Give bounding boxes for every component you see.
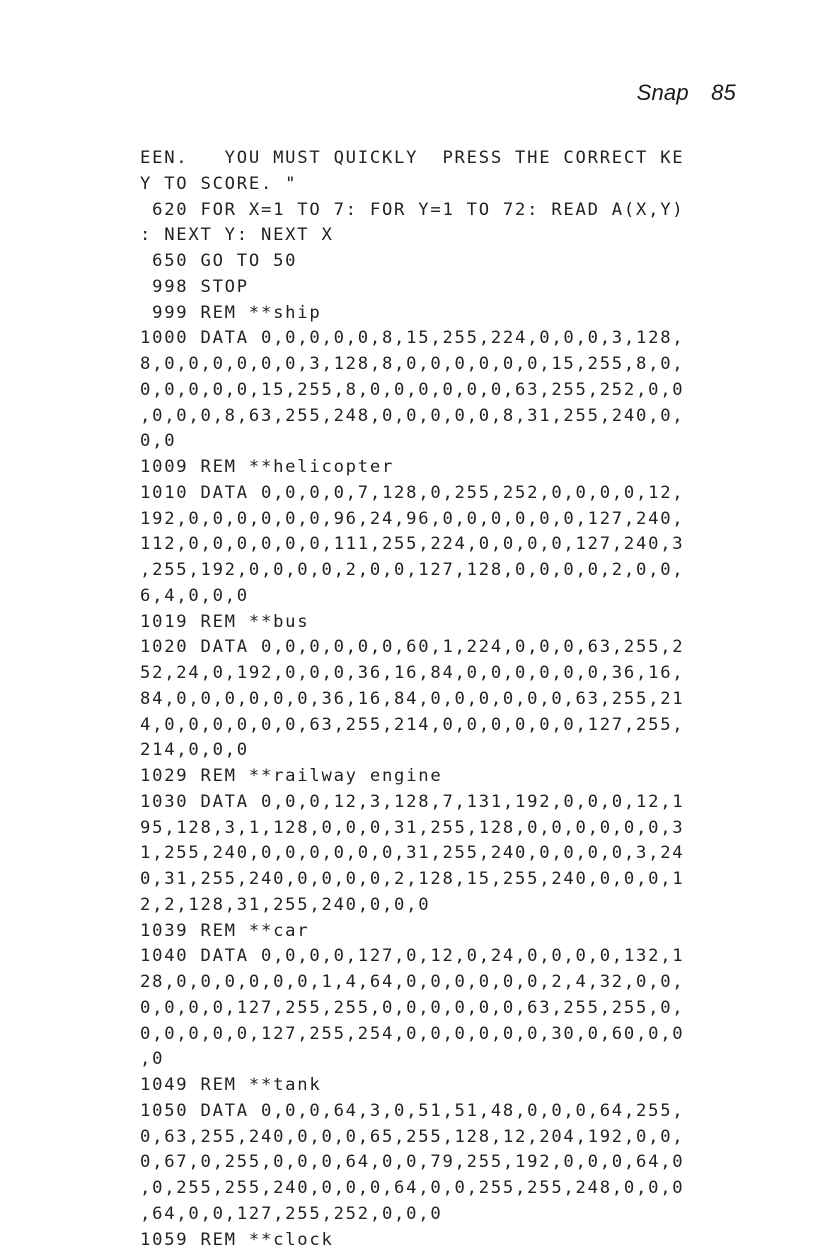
page-number: 85: [711, 80, 736, 105]
code-line: 84,0,0,0,0,0,0,36,16,84,0,0,0,0,0,0,63,255,21: [140, 687, 780, 713]
code-line: ,0: [140, 1047, 780, 1073]
code-line: 0,67,0,255,0,0,0,64,0,0,79,255,192,0,0,0,64,0: [140, 1150, 780, 1176]
code-line: 1000 DATA 0,0,0,0,0,8,15,255,224,0,0,0,3,128,: [140, 326, 780, 352]
code-line: ,255,192,0,0,0,0,2,0,0,127,128,0,0,0,0,2,0,0,: [140, 558, 780, 584]
code-line: 999 REM **ship: [140, 301, 780, 327]
code-line: 0,0,0,0,0,127,255,254,0,0,0,0,0,0,30,0,60,0,0: [140, 1022, 780, 1048]
code-line: 0,31,255,240,0,0,0,0,2,128,15,255,240,0,0,0,1: [140, 867, 780, 893]
code-line: 0,63,255,240,0,0,0,65,255,128,12,204,192,0,0,: [140, 1125, 780, 1151]
code-line: 2,2,128,31,255,240,0,0,0: [140, 893, 780, 919]
running-title: Snap: [637, 80, 689, 105]
code-line: 1029 REM **railway engine: [140, 764, 780, 790]
program-listing: [140, 146, 780, 1253]
code-line: ,0,255,255,240,0,0,0,64,0,0,255,255,248,0,0,0: [140, 1176, 780, 1202]
code-line: 998 STOP: [140, 275, 780, 301]
code-line: ,64,0,0,127,255,252,0,0,0: [140, 1202, 780, 1228]
code-line: 28,0,0,0,0,0,0,1,4,64,0,0,0,0,0,0,2,4,32,0,0,: [140, 970, 780, 996]
code-line: 1019 REM **bus: [140, 610, 780, 636]
code-line: Y TO SCORE. ": [140, 172, 780, 198]
code-line: 0,0: [140, 429, 780, 455]
code-line: ,0,0,0,8,63,255,248,0,0,0,0,0,8,31,255,240,0,: [140, 404, 780, 430]
code-line: 1059 REM **clock: [140, 1228, 780, 1253]
code-line: 1020 DATA 0,0,0,0,0,0,60,1,224,0,0,0,63,255,2: [140, 635, 780, 661]
code-line: 1,255,240,0,0,0,0,0,0,31,255,240,0,0,0,0,3,24: [140, 841, 780, 867]
code-line: 8,0,0,0,0,0,0,3,128,8,0,0,0,0,0,0,15,255,8,0,: [140, 352, 780, 378]
code-line: 620 FOR X=1 TO 7: FOR Y=1 TO 72: READ A(X,Y): [140, 198, 780, 224]
code-line: EEN. YOU MUST QUICKLY PRESS THE CORRECT KE: [140, 146, 780, 172]
code-line: 0,0,0,0,0,15,255,8,0,0,0,0,0,0,63,255,252,0,0: [140, 378, 780, 404]
code-line: 1040 DATA 0,0,0,0,127,0,12,0,24,0,0,0,0,132,1: [140, 944, 780, 970]
code-line: 1049 REM **tank: [140, 1073, 780, 1099]
page-header: [637, 80, 736, 106]
code-line: 52,24,0,192,0,0,0,36,16,84,0,0,0,0,0,0,36,16,: [140, 661, 780, 687]
code-line: 95,128,3,1,128,0,0,0,31,255,128,0,0,0,0,0,0,3: [140, 816, 780, 842]
code-line: 1010 DATA 0,0,0,0,7,128,0,255,252,0,0,0,0,12,: [140, 481, 780, 507]
code-line: 1009 REM **helicopter: [140, 455, 780, 481]
code-line: 650 GO TO 50: [140, 249, 780, 275]
code-line: 1050 DATA 0,0,0,64,3,0,51,51,48,0,0,0,64,255,: [140, 1099, 780, 1125]
code-line: 6,4,0,0,0: [140, 584, 780, 610]
code-line: 0,0,0,0,127,255,255,0,0,0,0,0,0,63,255,255,0,: [140, 996, 780, 1022]
code-line: 192,0,0,0,0,0,0,96,24,96,0,0,0,0,0,0,127,240,: [140, 507, 780, 533]
code-line: 112,0,0,0,0,0,0,111,255,224,0,0,0,0,127,240,3: [140, 532, 780, 558]
code-line: : NEXT Y: NEXT X: [140, 223, 780, 249]
code-line: 1030 DATA 0,0,0,12,3,128,7,131,192,0,0,0,12,1: [140, 790, 780, 816]
code-line: 4,0,0,0,0,0,0,63,255,214,0,0,0,0,0,0,127,255,: [140, 713, 780, 739]
code-line: 1039 REM **car: [140, 919, 780, 945]
code-line: 214,0,0,0: [140, 738, 780, 764]
